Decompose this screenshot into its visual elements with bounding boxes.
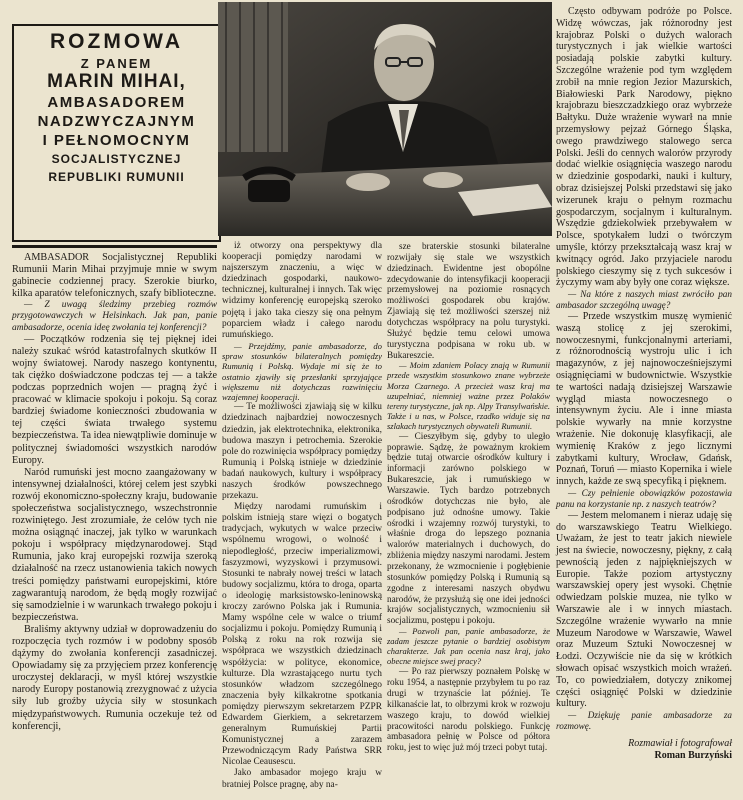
title-line-1: AMBASADOREM — [47, 94, 186, 111]
paragraph: — Początków rodzenia się tej pięknej idei należy szukać wśród katastrofalnych skutków II wojny światowej. Narody naszego kontynentu, tak ciężko doświadczone podczas tej — a także podczas poprzednich wojen — pragną żyć i pracować w klimacie spokoju i pokoju. Są coraz bardziej świadome konieczności zbudowania w tej części świata trwałego systemu bezpieczeństwa. Ta idea niewątpliwie dominuje w politycznej świadomości wszystkich narodów Europy. — [12, 333, 217, 466]
section-label: ROZMOWA — [50, 30, 183, 53]
column-2 — [222, 241, 382, 791]
ambassador-photo — [218, 2, 552, 236]
paragraph: — Przede wszystkim muszę wymienić waszą stolicę z jej szerokimi, nowoczesnymi, funkcjonalnymi arteriami, z różnorodnością wystroju ulic i ich magazynów, z jej najnowocześniejszymi osiągnięciami w budownictwie. Wszystkie te wartości nadają dzisiejszej Warszawie wygląd miasta nowoczesnego o intensywnym życiu. Ale i inne miasta polskie wywarły na mnie korzystne wrażenie. Nie dokonuję klasyfikacji, ale wymienię Kraków z jego licznymi zabytkami kultury, Wrocław, Gdańsk, Poznań, Toruń — miasto Kopernika i wiele innych, każde ze swą specyfiką i pięknem. — [556, 310, 732, 488]
interview-question: — Moim zdaniem Polacy znają w Rumunii przede wszystkim stosunkowo znane wybrzeże Morza Czarnego. A przecież wasz kraj ma uzupełniać, niemniej ważne przez Polaków tereny turystyczne, jak np. Alpy Transylwańskie. Także i u nas, w Polsce, rzadko widuje się na szlakach turystycznych obywateli Rumunii. — [387, 360, 550, 431]
paragraph: — Te możliwości zjawiają się w kilku dziedzinach najbardziej nowoczesnych dziedzin, jak elektrotechnika, elektronika, budowa maszyn i petrochemia. Szerokie pole do rozwinięcia współpracy pomiędzy Rumunią i Polską istnieje w dziedzinie badań naukowych, kultury i współpracy naszych środków powszechnego przekazu. — [222, 402, 382, 502]
paragraph: — Cieszyłbym się, gdyby to uległo poprawie. Sądzę, że poważnym krokiem będzie tutaj otwarcie ośrodków kultury i informacji zarówno polskiego w Bukareszcie, jak i rumuńskiego w Warszawie. Tych bardzo potrzebnych ośrodków dotychczas nie było, ale podpisano już odnośne umowy. Takie ośrodki i wzajemny rozwój turystyki, to właśnie droga do lepszego poznania walorów materialnych i duchowych, do zbliżenia między naszymi narodami. Jestem przekonany, że wzmocnienie i pogłębienie stosunków pomiędzy Polską i Rumunią są zgodne z interesami naszych obydwu narodów, że przysłużą się one idei jedności krajów socjalistycznych, wzmocnieniu sił socjalizmu, postępu i pokoju. — [387, 430, 550, 626]
column-4 — [556, 6, 732, 762]
paragraph: Naród rumuński jest mocno zaangażowany w intensywnej działalności, której celem jest szybki rozwój ekonomiczno-społeczny kraju, budowanie społeczeństwa socjalistycznego, wszechstronnie rozwiniętego. Jest zrozumiałe, że celów tych nie można osiągnąć inaczej, jak tylko w warunkach pokoju i współpracy międzynarodowej. Stąd Rumunia, jako kraj europejski rozwija szeroką działalność na rzecz ustanowienia takich nowych treści pomiędzy państwami europejskimi, które zagwarantują narodom, że będą mogły rozwijać się samodzielnie i w warunkach trwałego pokoju i bezpieczeństwa. — [12, 466, 217, 623]
interview-question: — Z uwagą śledzimy przebieg rozmów przygotowawczych w Helsinkach. Jak pan, panie ambasadorze, ocenia ideę zwołania tej konferencji? — [12, 300, 217, 333]
paragraph: Jako ambasador mojego kraju w bratniej Polsce pragnę, aby na- — [222, 768, 382, 790]
byline-text: Rozmawiał i fotografował — [628, 738, 732, 750]
interview-question: — Przejdźmy, panie ambasadorze, do spraw stosunków bilateralnych pomiędzy Rumunią i Polską. Wydaje mi się że to ostatnio zjawiły się przesłanki sprzyjające większemu niż dotychczas rozwinięciu wzajemnej kooperacji. — [222, 340, 382, 403]
column-3 — [387, 241, 550, 753]
interview-question: — Na które z naszych miast zwróciło pan ambasador szczególną uwagę? — [556, 289, 732, 311]
paragraph: sze braterskie stosunki bilateralne rozwijały się stale we wszystkich dziedzinach. Ewidentne jest obopólne zdecydowanie do intensyfikacji kooperacji przemysłowej na poziomie rosnących możliwości gospodarek obu krajów. Zjawiają się też możliwości szerszej niż dotychczas współpracy na polu turystyki. Służyć będzie temu celowi umowa turystyczna podpisana w roku ub. w Bukareszcie. — [387, 241, 550, 360]
interviewee-name: MARIN MIHAI, — [47, 71, 186, 92]
byline-author: Roman Burzyński — [654, 749, 732, 761]
divider — [12, 245, 217, 248]
title-line-3: I PEŁNOMOCNYM — [42, 132, 191, 149]
paragraph: — Jestem melomanem i nieraz udaję się do warszawskiego Teatru Wielkiego. Uważam, że jest to teatr jakich niewiele jest na świecie, nowoczesny, piękny, z całą pewnością jeden z najpiękniejszych w Europie. Także poziom artystyczny warszawskiej opery jest wysoki. Chętnie odwiedzam polskie muzea, nie tylko w Warszawie ale i w innych miastach. Szczególne wrażenie wywarło na mnie Muzeum Narodowe w Warszawie, Wawel oraz Muzeum Sztuki Nowoczesnej w Łodzi. Oczywiście nie da się w krótkich słowach opisać wszystkich moich wrażeń. To, co powiedziałem, dotyczy znikomej części osiągnięć Polski w dziedzinie kultury. — [556, 509, 732, 710]
paragraph: AMBASADOR Socjalistycznej Republiki Rumunii Marin Mihai przyjmuje mnie w swym gabinecie codziennej pracy. Szerokie biurko, kilka aparatów telefonicznych, szafy biblioteczne. — [12, 252, 217, 300]
title-preface: Z PANEM — [80, 56, 153, 71]
title-line-2: NADZWYCZAJNYM — [37, 113, 196, 130]
title-line-5: REPUBLIKI RUMUNII — [48, 170, 185, 184]
title-box — [12, 24, 221, 242]
paragraph: — Po raz pierwszy poznałem Polskę w roku 1954, a następnie przybyłem tu po raz drugi w trzynaście lat później. Te kilkanaście lat, to olbrzymi krok w rozwoju waszego kraju, to dowód wielkiej pracowitości narodu polskiego. Funkcję ambasadora pełnię w Polsce od półtora roku, jest to więc już mój trzeci pobyt tutaj. — [387, 666, 550, 753]
interview-question: — Czy pełnienie obowiązków pozostawia panu na korzystanie np. z naszych teatrów? — [556, 487, 732, 509]
paragraph: Między narodami rumuńskim i polskim istnieją stare więzi o bogatych tradycjach, wykutych w walce przeciw wspólnemu wrogowi, o wolność i niepodległość, przeciw imperializmowi, faszyzmowi, wyzyskowi i przymusowi. Stosunki te nabrały nowej treści w latach budowy socjalizmu, która to droga, oparta o ideologię marksistowsko-leninowską kroczy zarówno Polska jak i Rumunia. Mamy wspólne cele w walce o triumf socjalizmu i pokoju. Pomiędzy Rumunią i Polską z roku na rok rozwija się współpraca we wszystkich dziedzinach współżycia: w polityce, ekonomice, kulturze. Dla wzrastającego nurtu tych stosunków władzom szczególnego znaczenia były kilkakrotne spotkania pomiędzy pierwszym sekretarzem PZPR Edwardem Gierkiem, a sekretarzem generalnym Rumuńskiej Partii Komunistycznej a zarazem Przewodniczącym Rady Państwa SRR Nicolae Ceausescu. — [222, 502, 382, 768]
byline — [556, 738, 732, 762]
paragraph: iż otworzy ona perspektywy dla kooperacji pomiędzy narodami w najszerszym znaczeniu, a więc w dziedzinach gospodarki, naukowo-technicznej, kulturalnej i innych. Tak więc widzimy konferencję europejską szeroko pojętą i jako taka cieszy się ona pełnym poparciem władz i całego narodu rumuńskiego. — [222, 241, 382, 340]
photo-illustration — [218, 2, 552, 236]
paragraph: Często odbywam podróże po Polsce. Widzę wówczas, jak różnorodny jest krajobraz Polski o dużych walorach turystycznych i jak wielkie wartości posiadają polskie zabytki kultury. Szczególne wrażenie pod tym względem zrobił na mnie region Jezior Mazurskich, Białowieski Park Narodowy, piękno krajobrazu bieszczadzkiego oraz wybrzeże Bałtyku. Duże wrażenie wywarł na mnie przemysłowy pejzaż Górnego Śląska, owego prawdziwego stalowego serca Polski. Jeśli do cennych walorów przyrody dodać wielkie osiągnięcia waszego narodu w dziedzinie gospodarki, nauki i kultury, obraz dzisiejszej Polski przedstawi się jako wizerunek kraju o pełnym rozmachu gospodarczym, socjalnym i kulturalnym. Wszędzie gdziekolwiek przebywałem w Polsce, spotykałem ludzi o twórczym umyśle, którzy przekształcają wasz kraj w kwitnący ogród. Jako przyjaciele narodu polskiego cieszymy się z tych sukcesów i życzymy wam aby były one coraz większe. — [556, 6, 732, 289]
column-1 — [12, 252, 217, 733]
paragraph: Braliśmy aktywny udział w doprowadzeniu do rozpoczęcia tych rozmów i w podobny sposób dążymy do zwołania konferencji zasadniczej. Opowiadamy się za przyjęciem przez konferencję uroczystej deklaracji, w myśl której wszystkie narody Europy postanowią zrezygnować z użycia siły lub groźby użycia siły w stosunkach międzypaństwowych. Rumunia oczekuje też od konferencji, — [12, 623, 217, 732]
interview-question: — Dziękuję panie ambasadorze za rozmowę. — [556, 710, 732, 732]
title-line-4: SOCJALISTYCZNEJ — [51, 152, 182, 166]
interview-question: — Pozwoli pan, panie ambasadorze, że zadam jeszcze pytanie o bardziej osobistym charakterze. Jak pan ocenia nasz kraj, jako obecne miejsce swej pracy? — [387, 626, 550, 667]
